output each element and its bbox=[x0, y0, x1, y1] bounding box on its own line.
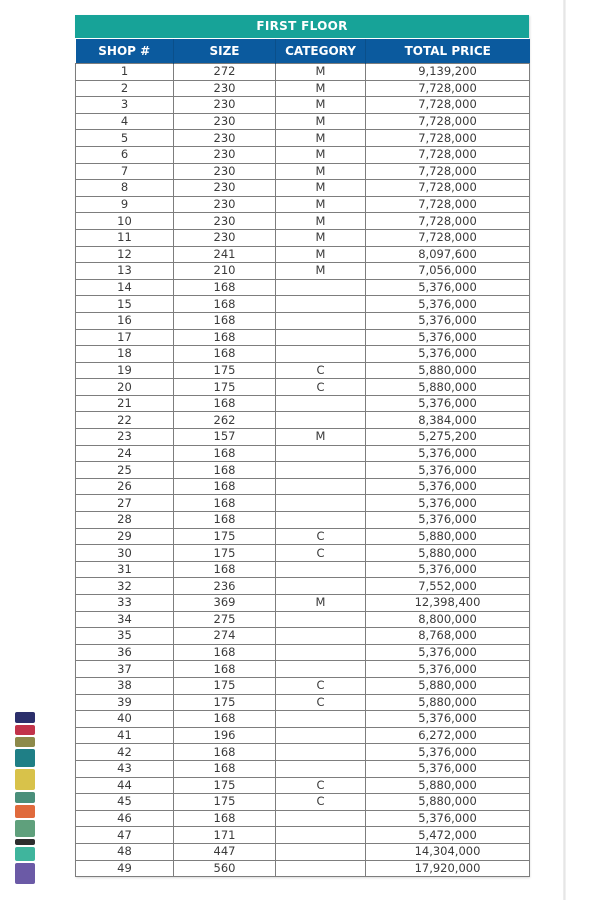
category-cell: M bbox=[276, 113, 366, 130]
size-cell: 230 bbox=[174, 113, 276, 130]
watermark-glyph-icon bbox=[15, 839, 35, 845]
total-price-cell: 7,728,000 bbox=[366, 180, 530, 197]
shop-number-cell: 7 bbox=[76, 163, 174, 180]
shop-number-cell: 42 bbox=[76, 744, 174, 761]
table-row bbox=[76, 180, 530, 197]
shop-number-cell: 2 bbox=[76, 80, 174, 97]
category-cell: C bbox=[276, 777, 366, 794]
size-cell: 230 bbox=[174, 196, 276, 213]
size-cell: 168 bbox=[174, 744, 276, 761]
category-cell: C bbox=[276, 545, 366, 562]
shop-number-cell: 18 bbox=[76, 346, 174, 363]
shop-number-cell: 30 bbox=[76, 545, 174, 562]
total-price-cell: 7,728,000 bbox=[366, 163, 530, 180]
size-cell: 168 bbox=[174, 760, 276, 777]
size-cell: 230 bbox=[174, 130, 276, 147]
category-cell bbox=[276, 744, 366, 761]
shop-number-cell: 33 bbox=[76, 595, 174, 612]
table-row bbox=[76, 694, 530, 711]
total-price-cell: 8,384,000 bbox=[366, 412, 530, 429]
table-row bbox=[76, 229, 530, 246]
total-price-cell: 5,880,000 bbox=[366, 677, 530, 694]
table-row bbox=[76, 64, 530, 81]
size-cell: 196 bbox=[174, 727, 276, 744]
table-row bbox=[76, 628, 530, 645]
watermark-glyph-icon bbox=[15, 725, 35, 734]
category-cell: C bbox=[276, 694, 366, 711]
size-cell: 168 bbox=[174, 462, 276, 479]
size-cell: 168 bbox=[174, 329, 276, 346]
category-cell: M bbox=[276, 246, 366, 263]
size-cell: 236 bbox=[174, 578, 276, 595]
size-cell: 369 bbox=[174, 595, 276, 612]
category-cell bbox=[276, 312, 366, 329]
category-cell bbox=[276, 611, 366, 628]
total-price-cell: 5,472,000 bbox=[366, 827, 530, 844]
table-row bbox=[76, 595, 530, 612]
size-cell: 175 bbox=[174, 379, 276, 396]
category-cell: M bbox=[276, 213, 366, 230]
size-cell: 272 bbox=[174, 64, 276, 81]
table-row bbox=[76, 860, 530, 877]
table-row bbox=[76, 296, 530, 313]
category-cell: C bbox=[276, 362, 366, 379]
table-row bbox=[76, 462, 530, 479]
total-price-cell: 5,376,000 bbox=[366, 744, 530, 761]
size-cell: 168 bbox=[174, 395, 276, 412]
size-cell: 168 bbox=[174, 478, 276, 495]
size-cell: 262 bbox=[174, 412, 276, 429]
total-price-cell: 8,800,000 bbox=[366, 611, 530, 628]
total-price-cell: 5,880,000 bbox=[366, 379, 530, 396]
category-cell: M bbox=[276, 429, 366, 446]
table-row bbox=[76, 263, 530, 280]
table-row bbox=[76, 379, 530, 396]
size-cell: 168 bbox=[174, 296, 276, 313]
total-price-cell: 7,728,000 bbox=[366, 80, 530, 97]
table-row bbox=[76, 97, 530, 114]
category-cell bbox=[276, 395, 366, 412]
column-header-shop: SHOP # bbox=[76, 39, 174, 64]
table-row bbox=[76, 512, 530, 529]
size-cell: 230 bbox=[174, 80, 276, 97]
category-cell: M bbox=[276, 146, 366, 163]
total-price-cell: 5,376,000 bbox=[366, 395, 530, 412]
total-price-cell: 5,376,000 bbox=[366, 296, 530, 313]
shop-number-cell: 1 bbox=[76, 64, 174, 81]
size-cell: 175 bbox=[174, 794, 276, 811]
size-cell: 168 bbox=[174, 346, 276, 363]
table-row bbox=[76, 794, 530, 811]
total-price-cell: 5,376,000 bbox=[366, 711, 530, 728]
total-price-cell: 5,376,000 bbox=[366, 478, 530, 495]
page-edge-divider bbox=[563, 0, 566, 900]
total-price-cell: 7,056,000 bbox=[366, 263, 530, 280]
size-cell: 175 bbox=[174, 677, 276, 694]
shop-number-cell: 47 bbox=[76, 827, 174, 844]
shop-number-cell: 43 bbox=[76, 760, 174, 777]
size-cell: 168 bbox=[174, 279, 276, 296]
size-cell: 168 bbox=[174, 495, 276, 512]
total-price-cell: 7,728,000 bbox=[366, 196, 530, 213]
category-cell bbox=[276, 346, 366, 363]
category-cell bbox=[276, 860, 366, 877]
total-price-cell: 17,920,000 bbox=[366, 860, 530, 877]
category-cell: C bbox=[276, 794, 366, 811]
total-price-cell: 7,728,000 bbox=[366, 113, 530, 130]
total-price-cell: 7,552,000 bbox=[366, 578, 530, 595]
table-row bbox=[76, 661, 530, 678]
table-row bbox=[76, 213, 530, 230]
category-cell bbox=[276, 644, 366, 661]
shop-number-cell: 14 bbox=[76, 279, 174, 296]
category-cell bbox=[276, 478, 366, 495]
shop-number-cell: 4 bbox=[76, 113, 174, 130]
table-row bbox=[76, 561, 530, 578]
shop-number-cell: 5 bbox=[76, 130, 174, 147]
category-cell bbox=[276, 827, 366, 844]
table-row bbox=[76, 362, 530, 379]
table-row bbox=[76, 395, 530, 412]
size-cell: 171 bbox=[174, 827, 276, 844]
watermark-glyph-icon bbox=[15, 805, 35, 818]
table-row bbox=[76, 777, 530, 794]
header-row bbox=[76, 39, 530, 64]
category-cell bbox=[276, 711, 366, 728]
table-row bbox=[76, 843, 530, 860]
total-price-cell: 5,376,000 bbox=[366, 644, 530, 661]
watermark-glyph-icon bbox=[15, 737, 35, 747]
shop-number-cell: 26 bbox=[76, 478, 174, 495]
size-cell: 175 bbox=[174, 528, 276, 545]
shop-number-cell: 41 bbox=[76, 727, 174, 744]
size-cell: 447 bbox=[174, 843, 276, 860]
category-cell bbox=[276, 578, 366, 595]
size-cell: 157 bbox=[174, 429, 276, 446]
shop-number-cell: 39 bbox=[76, 694, 174, 711]
price-table bbox=[75, 39, 530, 877]
size-cell: 168 bbox=[174, 445, 276, 462]
size-cell: 168 bbox=[174, 711, 276, 728]
category-cell bbox=[276, 760, 366, 777]
total-price-cell: 5,376,000 bbox=[366, 661, 530, 678]
shop-number-cell: 9 bbox=[76, 196, 174, 213]
category-cell: M bbox=[276, 163, 366, 180]
size-cell: 175 bbox=[174, 777, 276, 794]
shop-number-cell: 10 bbox=[76, 213, 174, 230]
column-header-category: CATEGORY bbox=[276, 39, 366, 64]
shop-number-cell: 3 bbox=[76, 97, 174, 114]
shop-number-cell: 34 bbox=[76, 611, 174, 628]
total-price-cell: 5,376,000 bbox=[366, 512, 530, 529]
table-row bbox=[76, 578, 530, 595]
category-cell: M bbox=[276, 180, 366, 197]
table-row bbox=[76, 727, 530, 744]
category-cell: M bbox=[276, 263, 366, 280]
table-row bbox=[76, 429, 530, 446]
size-cell: 168 bbox=[174, 644, 276, 661]
category-cell: C bbox=[276, 528, 366, 545]
category-cell bbox=[276, 512, 366, 529]
shop-number-cell: 46 bbox=[76, 810, 174, 827]
table-row bbox=[76, 711, 530, 728]
table-row bbox=[76, 130, 530, 147]
table-row bbox=[76, 346, 530, 363]
total-price-cell: 5,376,000 bbox=[366, 561, 530, 578]
size-cell: 175 bbox=[174, 694, 276, 711]
shop-number-cell: 8 bbox=[76, 180, 174, 197]
watermark-glyph-icon bbox=[15, 712, 35, 723]
shop-number-cell: 36 bbox=[76, 644, 174, 661]
shop-number-cell: 15 bbox=[76, 296, 174, 313]
size-cell: 230 bbox=[174, 229, 276, 246]
total-price-cell: 7,728,000 bbox=[366, 130, 530, 147]
table-row bbox=[76, 644, 530, 661]
category-cell: M bbox=[276, 229, 366, 246]
shop-number-cell: 12 bbox=[76, 246, 174, 263]
total-price-cell: 7,728,000 bbox=[366, 97, 530, 114]
shop-number-cell: 6 bbox=[76, 146, 174, 163]
total-price-cell: 6,272,000 bbox=[366, 727, 530, 744]
shop-number-cell: 25 bbox=[76, 462, 174, 479]
shop-number-cell: 49 bbox=[76, 860, 174, 877]
total-price-cell: 5,376,000 bbox=[366, 495, 530, 512]
table-row bbox=[76, 146, 530, 163]
size-cell: 241 bbox=[174, 246, 276, 263]
total-price-cell: 5,376,000 bbox=[366, 312, 530, 329]
category-cell: C bbox=[276, 677, 366, 694]
size-cell: 175 bbox=[174, 545, 276, 562]
watermark-glyph-icon bbox=[15, 820, 35, 837]
watermark-glyph-icon bbox=[15, 863, 35, 884]
table-row bbox=[76, 677, 530, 694]
watermark-glyph-icon bbox=[15, 792, 35, 803]
shop-number-cell: 13 bbox=[76, 263, 174, 280]
category-cell bbox=[276, 810, 366, 827]
shop-number-cell: 38 bbox=[76, 677, 174, 694]
shop-number-cell: 32 bbox=[76, 578, 174, 595]
total-price-cell: 5,880,000 bbox=[366, 694, 530, 711]
table-row bbox=[76, 495, 530, 512]
shop-number-cell: 28 bbox=[76, 512, 174, 529]
size-cell: 168 bbox=[174, 561, 276, 578]
table-row bbox=[76, 412, 530, 429]
size-cell: 175 bbox=[174, 362, 276, 379]
shop-number-cell: 20 bbox=[76, 379, 174, 396]
total-price-cell: 9,139,200 bbox=[366, 64, 530, 81]
size-cell: 230 bbox=[174, 213, 276, 230]
size-cell: 168 bbox=[174, 810, 276, 827]
table-row bbox=[76, 312, 530, 329]
table-row bbox=[76, 760, 530, 777]
size-cell: 168 bbox=[174, 512, 276, 529]
shop-number-cell: 22 bbox=[76, 412, 174, 429]
category-cell bbox=[276, 661, 366, 678]
category-cell bbox=[276, 628, 366, 645]
table-row bbox=[76, 246, 530, 263]
total-price-cell: 5,275,200 bbox=[366, 429, 530, 446]
category-cell: M bbox=[276, 196, 366, 213]
shop-number-cell: 40 bbox=[76, 711, 174, 728]
category-cell bbox=[276, 445, 366, 462]
size-cell: 168 bbox=[174, 312, 276, 329]
shop-number-cell: 37 bbox=[76, 661, 174, 678]
total-price-cell: 7,728,000 bbox=[366, 213, 530, 230]
total-price-cell: 5,376,000 bbox=[366, 810, 530, 827]
table-row bbox=[76, 279, 530, 296]
total-price-cell: 5,376,000 bbox=[366, 445, 530, 462]
total-price-cell: 5,880,000 bbox=[366, 545, 530, 562]
table-row bbox=[76, 827, 530, 844]
category-cell bbox=[276, 843, 366, 860]
category-cell bbox=[276, 296, 366, 313]
size-cell: 274 bbox=[174, 628, 276, 645]
category-cell: C bbox=[276, 379, 366, 396]
category-cell bbox=[276, 412, 366, 429]
table-row bbox=[76, 810, 530, 827]
shop-number-cell: 44 bbox=[76, 777, 174, 794]
watermark-glyph-icon bbox=[15, 847, 35, 862]
total-price-cell: 8,097,600 bbox=[366, 246, 530, 263]
shop-number-cell: 24 bbox=[76, 445, 174, 462]
table-row bbox=[76, 545, 530, 562]
size-cell: 230 bbox=[174, 97, 276, 114]
category-cell bbox=[276, 727, 366, 744]
shop-number-cell: 16 bbox=[76, 312, 174, 329]
total-price-cell: 5,880,000 bbox=[366, 777, 530, 794]
total-price-cell: 8,768,000 bbox=[366, 628, 530, 645]
total-price-cell: 7,728,000 bbox=[366, 229, 530, 246]
table-row bbox=[76, 113, 530, 130]
category-cell: M bbox=[276, 64, 366, 81]
category-cell bbox=[276, 279, 366, 296]
shop-number-cell: 29 bbox=[76, 528, 174, 545]
category-cell bbox=[276, 495, 366, 512]
watermark-glyph-icon bbox=[15, 769, 35, 790]
total-price-cell: 5,376,000 bbox=[366, 329, 530, 346]
shop-number-cell: 45 bbox=[76, 794, 174, 811]
table-row bbox=[76, 744, 530, 761]
total-price-cell: 14,304,000 bbox=[366, 843, 530, 860]
floor-title: FIRST FLOOR bbox=[75, 15, 529, 39]
category-cell bbox=[276, 329, 366, 346]
total-price-cell: 5,376,000 bbox=[366, 346, 530, 363]
size-cell: 168 bbox=[174, 661, 276, 678]
total-price-cell: 5,880,000 bbox=[366, 528, 530, 545]
table-row bbox=[76, 163, 530, 180]
shop-number-cell: 31 bbox=[76, 561, 174, 578]
table-row bbox=[76, 611, 530, 628]
size-cell: 560 bbox=[174, 860, 276, 877]
table-row bbox=[76, 329, 530, 346]
total-price-cell: 5,376,000 bbox=[366, 462, 530, 479]
category-cell bbox=[276, 462, 366, 479]
shop-number-cell: 19 bbox=[76, 362, 174, 379]
watermark-logo-icon bbox=[14, 712, 36, 884]
total-price-cell: 5,880,000 bbox=[366, 794, 530, 811]
size-cell: 230 bbox=[174, 146, 276, 163]
table-row bbox=[76, 196, 530, 213]
total-price-cell: 7,728,000 bbox=[366, 146, 530, 163]
category-cell: M bbox=[276, 97, 366, 114]
watermark-glyph-icon bbox=[15, 749, 35, 768]
total-price-cell: 5,376,000 bbox=[366, 279, 530, 296]
shop-number-cell: 35 bbox=[76, 628, 174, 645]
shop-number-cell: 23 bbox=[76, 429, 174, 446]
shop-number-cell: 11 bbox=[76, 229, 174, 246]
total-price-cell: 5,376,000 bbox=[366, 760, 530, 777]
column-header-total-price: TOTAL PRICE bbox=[366, 39, 530, 64]
price-sheet bbox=[75, 15, 529, 877]
table-row bbox=[76, 80, 530, 97]
size-cell: 230 bbox=[174, 180, 276, 197]
column-header-size: SIZE bbox=[174, 39, 276, 64]
category-cell: M bbox=[276, 80, 366, 97]
table-row bbox=[76, 478, 530, 495]
category-cell: M bbox=[276, 595, 366, 612]
category-cell bbox=[276, 561, 366, 578]
size-cell: 275 bbox=[174, 611, 276, 628]
total-price-cell: 12,398,400 bbox=[366, 595, 530, 612]
category-cell: M bbox=[276, 130, 366, 147]
shop-number-cell: 48 bbox=[76, 843, 174, 860]
shop-number-cell: 17 bbox=[76, 329, 174, 346]
size-cell: 230 bbox=[174, 163, 276, 180]
total-price-cell: 5,880,000 bbox=[366, 362, 530, 379]
shop-number-cell: 27 bbox=[76, 495, 174, 512]
size-cell: 210 bbox=[174, 263, 276, 280]
shop-number-cell: 21 bbox=[76, 395, 174, 412]
table-row bbox=[76, 445, 530, 462]
table-row bbox=[76, 528, 530, 545]
